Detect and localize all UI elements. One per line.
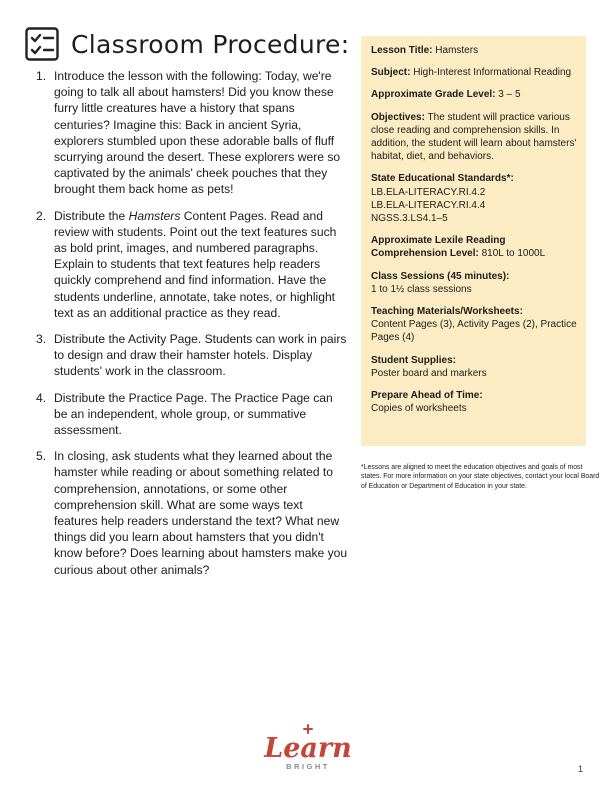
materials-value: Content Pages (3), Activity Pages (2), Practice Pages (4) <box>371 319 577 344</box>
logo-sub: BRIGHT <box>286 762 330 771</box>
prepare-item <box>371 389 578 415</box>
grade-level-item <box>371 88 578 101</box>
step-text-italic: Hamsters <box>128 208 181 223</box>
grade-level-value: 3 – 5 <box>498 89 521 101</box>
checklist-icon <box>25 27 59 61</box>
info-label: Prepare Ahead of Time: <box>371 390 483 402</box>
info-label: Teaching Materials/Worksheets: <box>371 306 523 318</box>
lesson-info-panel <box>361 36 586 446</box>
standard-code: LB.ELA-LITERACY.RI.4.4 <box>371 199 486 211</box>
procedure-step <box>26 390 348 439</box>
step-text-rest: Content Pages. Read and review with students. Point out the text features such as bold print, images, and numbered paragraphs. Explain to students that text features help readers quickly comprehend and find information. Have the students underline, annotate, take notes, or highlight text as an additional practice as they read. <box>54 208 337 320</box>
procedure-step <box>26 68 348 198</box>
page-title: Classroom Procedure: <box>71 29 350 59</box>
learn-bright-logo <box>250 723 366 773</box>
lesson-title-item <box>371 44 578 57</box>
subject-value: High-Interest Informational Reading <box>413 67 572 79</box>
step-number: 3. <box>36 332 47 347</box>
class-sessions-item <box>371 270 578 296</box>
class-sessions-value: 1 to 1½ class sessions <box>371 283 472 295</box>
step-text: Introduce the lesson with the following: Today, we're going to talk all about hamsters! Did you know these furry little creatures have a history that spans centuries? Imagine this: Back in ancient Syria, explorers stumbled upon these adorable balls of fluff scurrying around the desert. These explorers were so captivated by the animals' cheek pouches that they brought them back home as pets! <box>54 69 341 197</box>
info-label: Lesson Title: <box>371 45 433 56</box>
lexile-value: 810L to 1000L <box>481 248 546 260</box>
procedure-step <box>26 448 348 578</box>
step-number: 4. <box>36 390 47 405</box>
supplies-value: Poster board and markers <box>371 367 487 379</box>
standards-footnote: *Lessons are aligned to meet the education objectives and goals of most states. For more information on your state objectives, contact your local Board of Education or Department of Education in your state. <box>361 463 600 490</box>
page-number: 1 <box>578 764 584 774</box>
logo-word: Learn <box>264 733 352 764</box>
step-text: Distribute the Activity Page. Students can work in pairs to design and draw their hamster hotels. Display students' work in the classroom. <box>54 332 347 379</box>
lesson-title-value: Hamsters <box>435 45 479 56</box>
objectives-value: The student will practice various close reading and comprehension skills. In addition, the student will learn about hamsters' habitat, diet, and behaviors. <box>371 111 577 163</box>
procedure-list <box>26 68 348 588</box>
step-text-lead: Distribute the <box>54 208 129 223</box>
info-label: Student Supplies: <box>371 354 456 366</box>
materials-item <box>371 305 578 345</box>
step-number: 5. <box>36 449 47 464</box>
info-label: State Educational Standards*: <box>371 173 514 185</box>
standard-code: LB.ELA-LITERACY.RI.4.2 <box>371 186 486 198</box>
subject-item <box>371 66 578 79</box>
info-label: Approximate Grade Level: <box>371 89 496 101</box>
standard-code: NGSS.3.LS4.1–5 <box>371 213 448 225</box>
supplies-item <box>371 354 578 380</box>
procedure-step <box>26 208 348 321</box>
step-text: Distribute the Practice Page. The Practice Page can be an independent, whole group, or summative assessment. <box>54 390 333 438</box>
info-label: Approximate Lexile Reading Comprehension Level: <box>371 235 506 260</box>
info-label: Subject: <box>371 67 411 79</box>
step-text: In closing, ask students what they learned about the hamster while reading or about something related to comprehension, annotations, or some other comprehension skill. What are some ways text features help readers understand the text? What new things did you learn about hamsters that you didn't know before? Does learning about hamsters make you curious about other animals? <box>54 449 348 577</box>
step-number: 2. <box>36 208 47 223</box>
header <box>25 26 349 62</box>
logo-sparkle-icon <box>304 725 312 733</box>
info-label: Class Sessions (45 minutes): <box>371 270 510 282</box>
info-label: Objectives: <box>371 111 425 123</box>
prepare-value: Copies of worksheets <box>371 403 467 415</box>
step-number: 1. <box>36 69 47 83</box>
standards-item <box>371 172 578 225</box>
lexile-item <box>371 234 578 260</box>
objectives-item <box>371 111 578 164</box>
procedure-step <box>26 331 348 380</box>
